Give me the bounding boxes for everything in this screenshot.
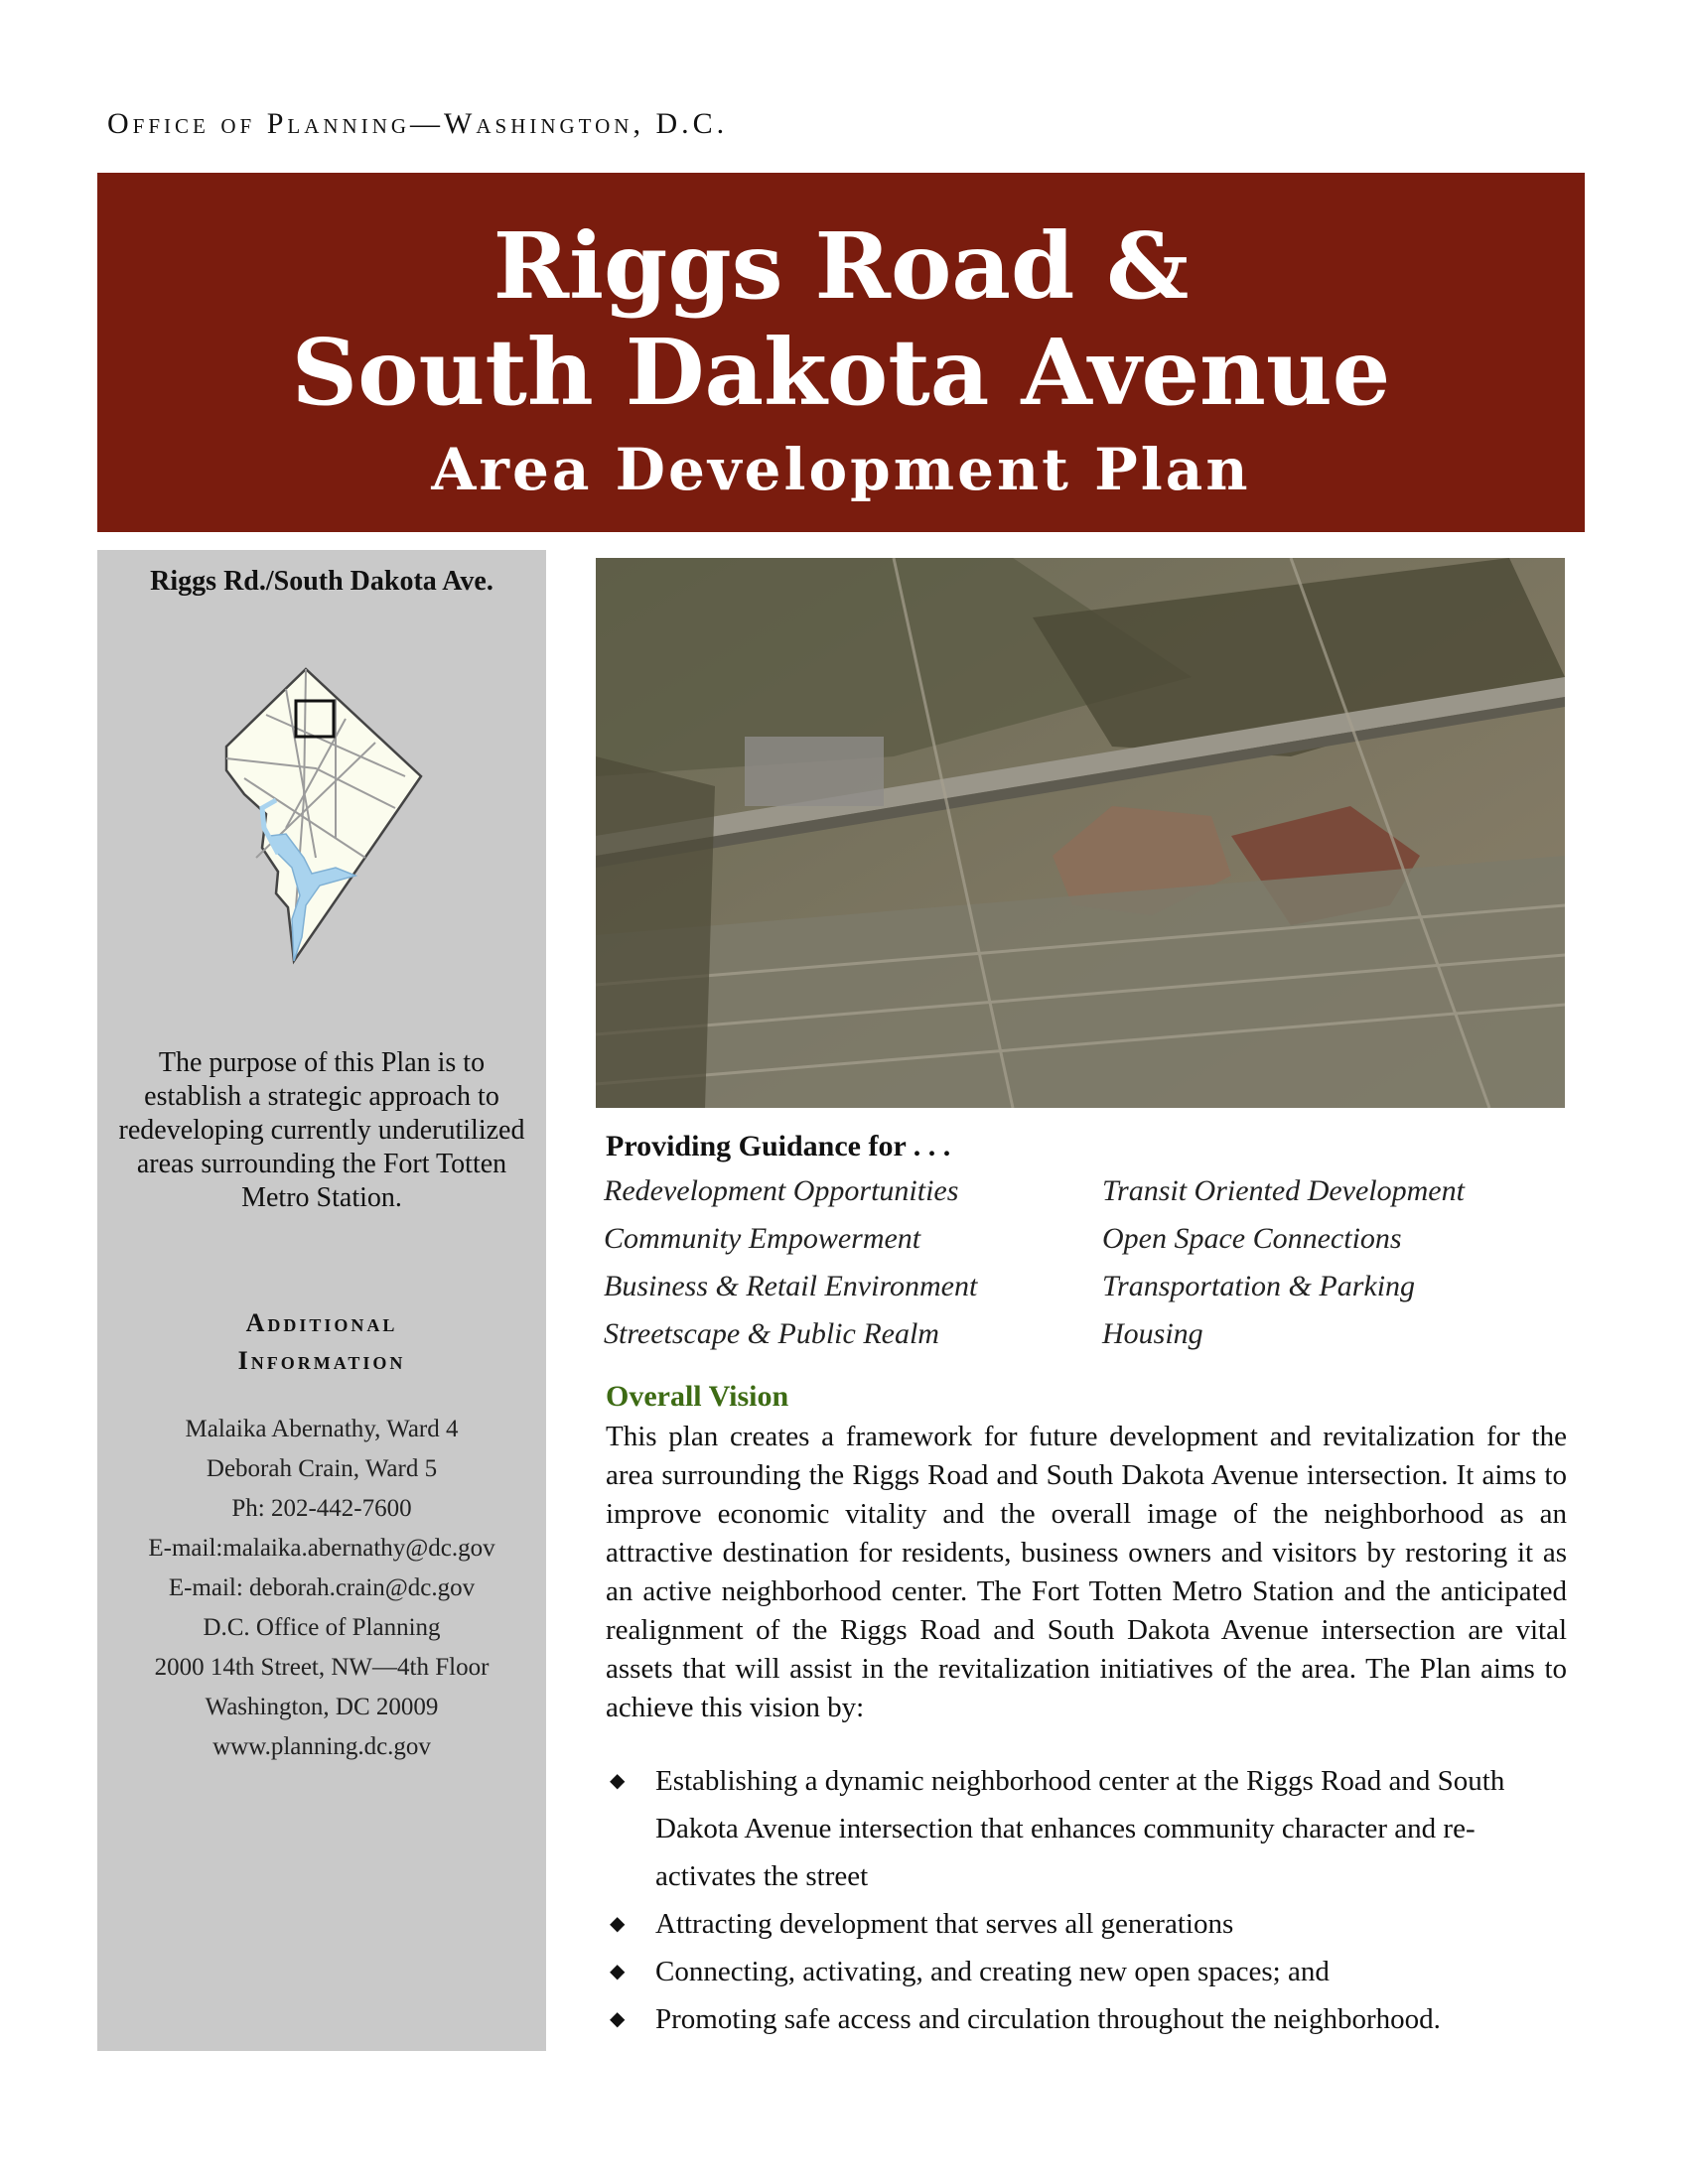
additional-info-heading-line-1: Additional bbox=[245, 1308, 398, 1337]
guidance-item: Community Empowerment bbox=[604, 1222, 921, 1255]
vision-bullet-text: Establishing a dynamic neighborhood center at the Riggs Road and South Dakota Avenue intersection that enhances community character and re-activates the street bbox=[655, 1765, 1505, 1892]
guidance-item: Housing bbox=[1102, 1317, 1203, 1350]
contact-line: Malaika Abernathy, Ward 4 bbox=[185, 1416, 459, 1442]
sidebar bbox=[97, 550, 546, 2051]
vision-heading: Overall Vision bbox=[606, 1380, 789, 1413]
contact-line: Deborah Crain, Ward 5 bbox=[206, 1455, 438, 1482]
title-line-2: South Dakota Avenue bbox=[291, 319, 1391, 426]
diamond-bullet-icon: ◆ bbox=[610, 2008, 626, 2030]
guidance-item: Open Space Connections bbox=[1102, 1222, 1402, 1255]
vision-bullet bbox=[606, 1995, 1567, 2043]
contact-line: 2000 14th Street, NW—4th Floor bbox=[154, 1654, 490, 1681]
vision-bullet-text: Connecting, activating, and creating new open spaces; and bbox=[655, 1956, 1330, 1987]
aerial-photo bbox=[596, 558, 1565, 1108]
vision-bullet bbox=[606, 1757, 1567, 1900]
guidance-heading: Providing Guidance for . . . bbox=[606, 1130, 951, 1162]
contact-email[interactable]: E-mail: deborah.crain@dc.gov bbox=[168, 1574, 476, 1601]
contact-line: Washington, DC 20009 bbox=[205, 1694, 439, 1720]
guidance-item: Redevelopment Opportunities bbox=[604, 1174, 959, 1207]
additional-info-heading bbox=[97, 1304, 546, 1380]
contact-line: D.C. Office of Planning bbox=[203, 1614, 441, 1641]
diamond-bullet-icon: ◆ bbox=[610, 1770, 626, 1792]
contact-info bbox=[97, 1410, 546, 1767]
title-line-1: Riggs Road & bbox=[492, 212, 1190, 320]
sidebar-title: Riggs Rd./South Dakota Ave. bbox=[150, 566, 493, 597]
subtitle: Area Development Plan bbox=[431, 436, 1251, 503]
vision-bullets bbox=[606, 1757, 1567, 2043]
guidance-item: Transportation & Parking bbox=[1102, 1270, 1416, 1302]
website-link[interactable]: www.planning.dc.gov bbox=[212, 1733, 431, 1760]
title-banner bbox=[97, 173, 1585, 532]
vision-bullet bbox=[606, 1948, 1567, 1995]
guidance-list bbox=[604, 1167, 1557, 1358]
diamond-bullet-icon: ◆ bbox=[610, 1961, 626, 1982]
vision-body: This plan creates a framework for future development and revitalization for the area surrounding the Riggs Road and South Dakota Avenue intersection. It aims to improve economic vitality and the overall image of the neighborhood as an attractive destination for residents, business owners and visitors by restoring it as an active neighborhood center. The Fort Totten Metro Station and the anticipated realignment of the Riggs Road and South Dakota Avenue intersection are vital assets that will assist in the revitalization initiatives of the area. The Plan aims to achieve this vision by: bbox=[606, 1421, 1567, 1723]
dc-locator-map bbox=[197, 659, 455, 967]
additional-info-heading-line-2: Information bbox=[237, 1346, 406, 1375]
contact-email[interactable]: E-mail:malaika.abernathy@dc.gov bbox=[148, 1535, 495, 1562]
plan-purpose: The purpose of this Plan is to establish a strategic approach to redeveloping currently underutilized areas surrounding the Fort Totten Metro Station. bbox=[118, 1047, 525, 1213]
vision-bullet-text: Promoting safe access and circulation throughout the neighborhood. bbox=[655, 2003, 1441, 2035]
aerial-photo-illustration bbox=[596, 558, 1565, 1108]
guidance-item: Transit Oriented Development bbox=[1102, 1174, 1465, 1207]
vision-bullet-text: Attracting development that serves all generations bbox=[655, 1908, 1234, 1940]
contact-line: Ph: 202-442-7600 bbox=[231, 1495, 412, 1522]
office-header: Office of Planning—Washington, D.C. bbox=[107, 107, 729, 140]
vision-bullet bbox=[606, 1900, 1567, 1948]
guidance-item: Business & Retail Environment bbox=[604, 1270, 978, 1302]
diamond-bullet-icon: ◆ bbox=[610, 1913, 626, 1935]
guidance-item: Streetscape & Public Realm bbox=[604, 1317, 939, 1350]
